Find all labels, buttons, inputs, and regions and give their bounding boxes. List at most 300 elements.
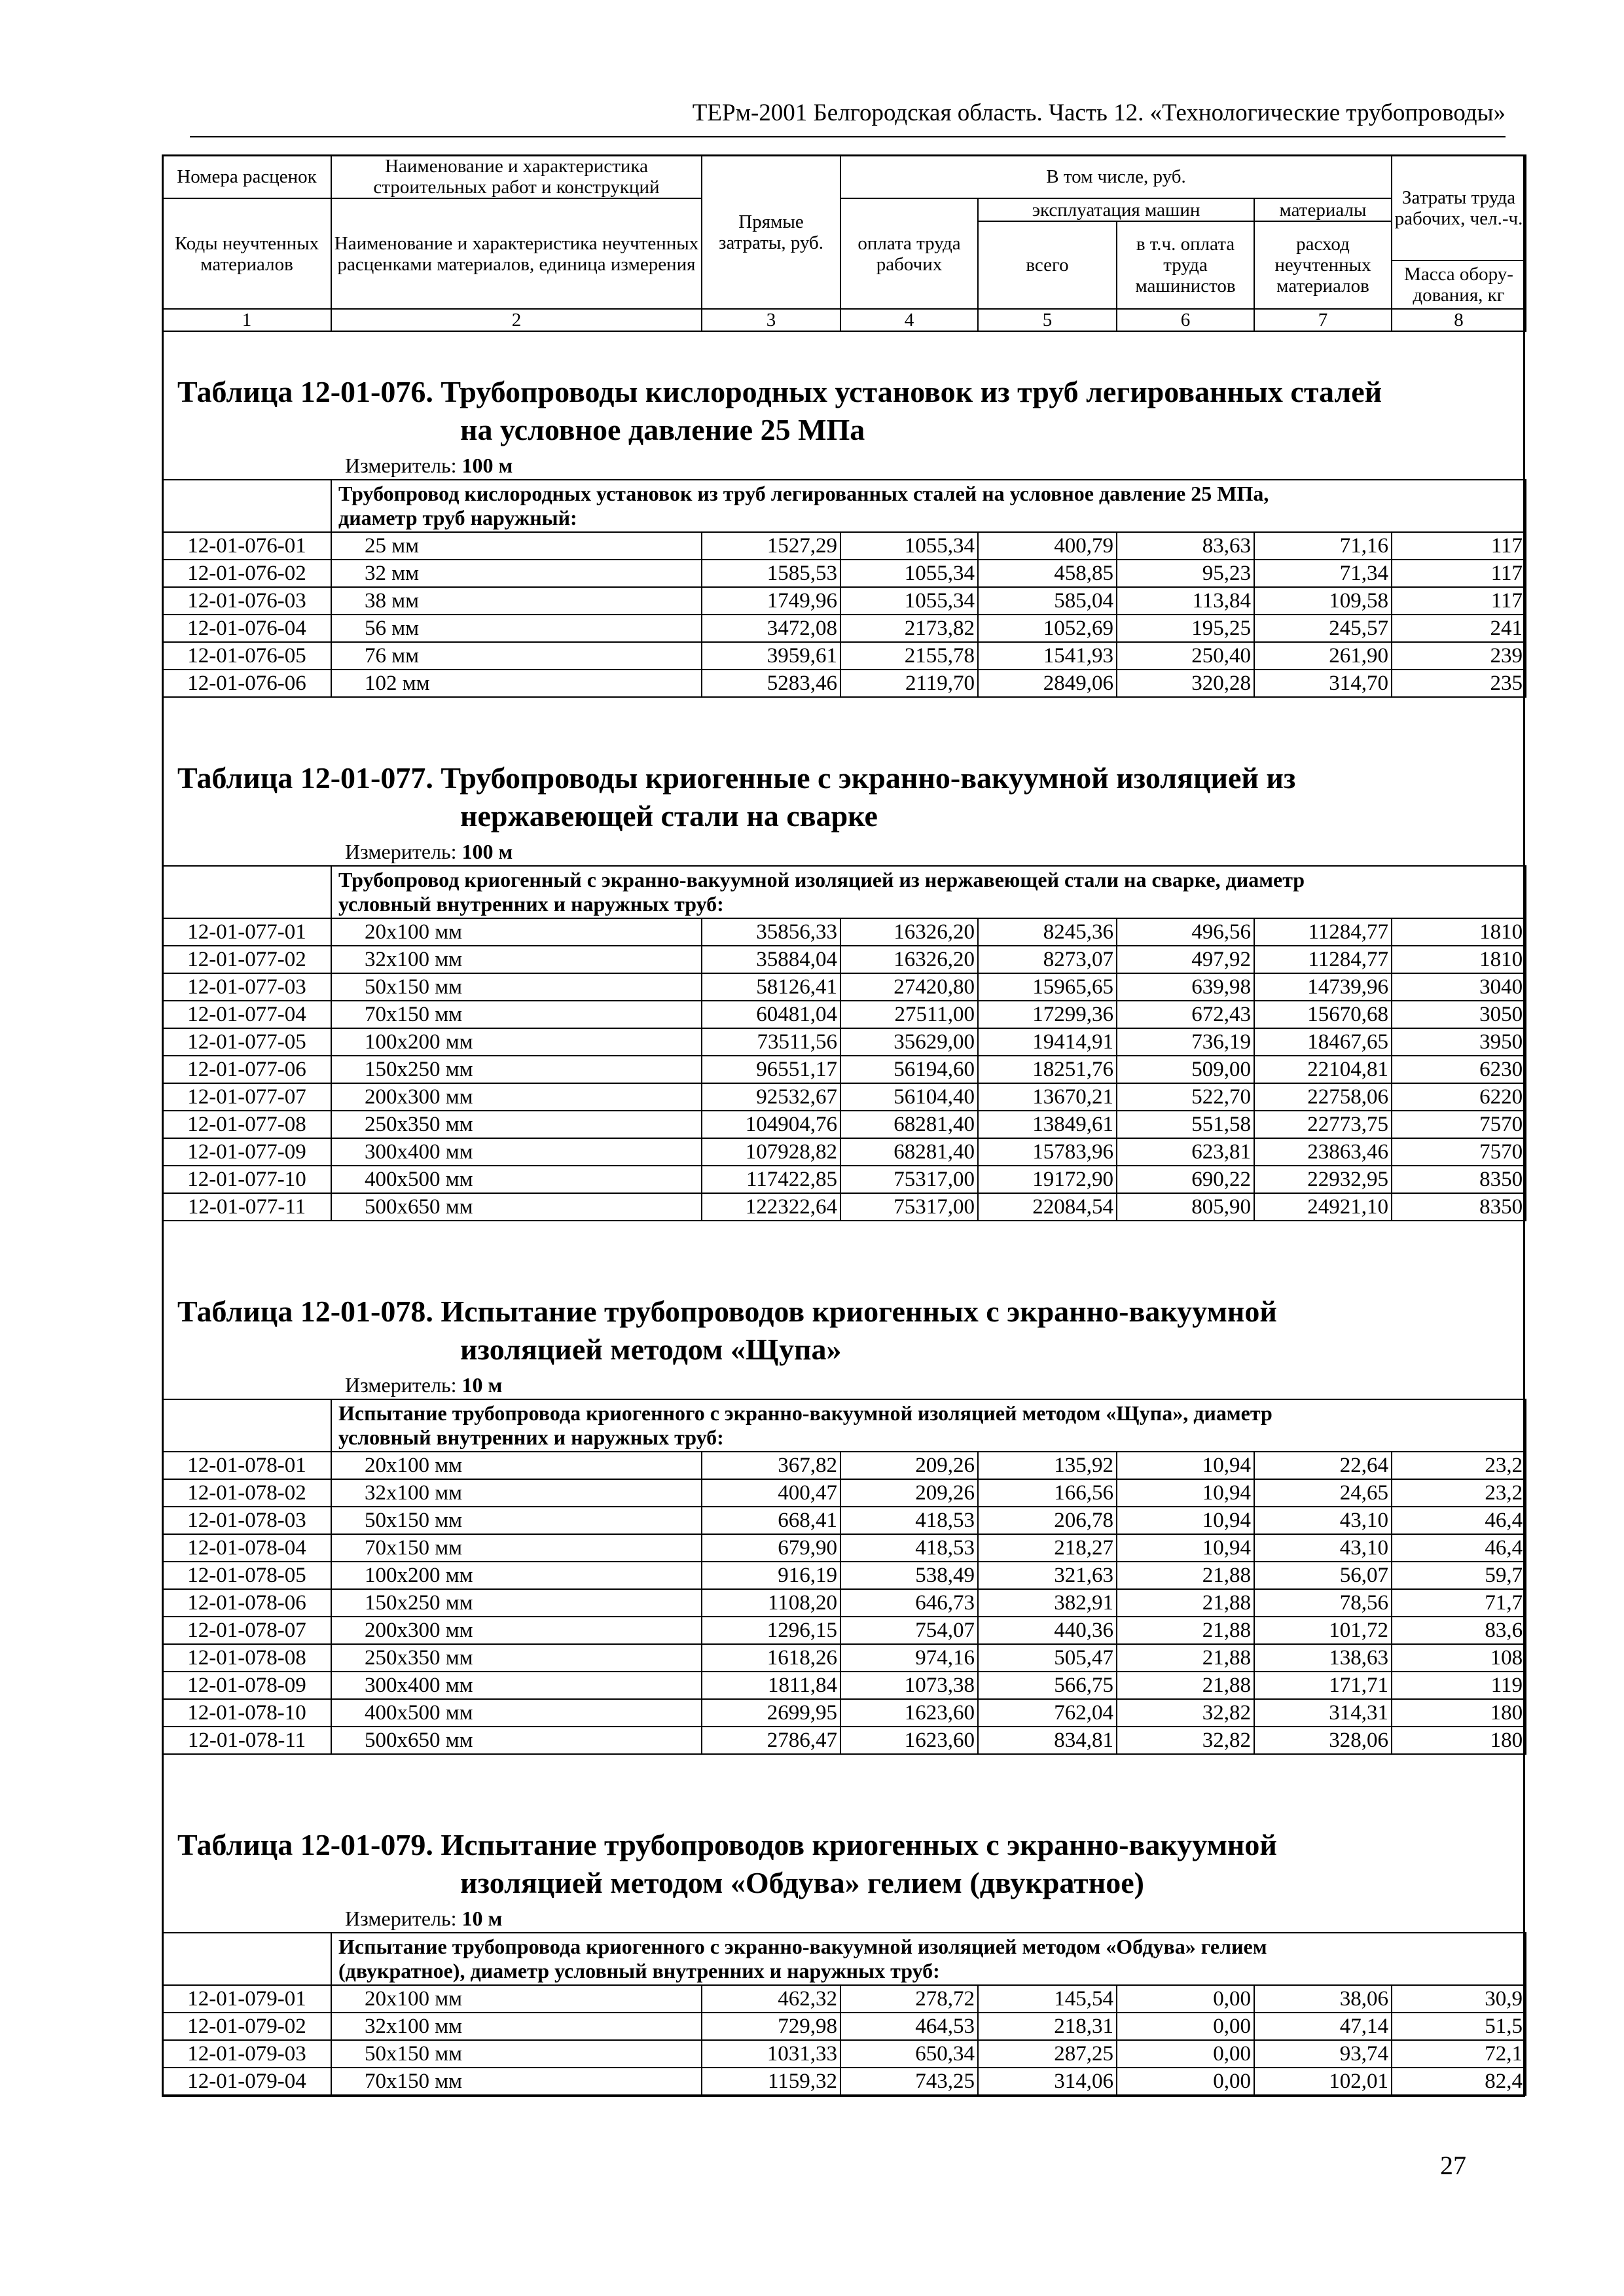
machine-cost: 321,63	[978, 1562, 1117, 1589]
direct-cost: 1618,26	[702, 1644, 840, 1672]
rate-code: 12-01-078-04	[162, 1534, 331, 1562]
item-name: 100х200 мм	[331, 1562, 702, 1589]
rate-code: 12-01-076-06	[162, 670, 331, 697]
machine-cost: 440,36	[978, 1617, 1117, 1644]
labor-hours: 59,7	[1392, 1562, 1526, 1589]
direct-cost: 5283,46	[702, 670, 840, 697]
table-row	[162, 1589, 1526, 1617]
material-cost: 102,01	[1254, 2068, 1392, 2095]
table-row	[162, 587, 1526, 615]
direct-cost: 1296,15	[702, 1617, 840, 1644]
labor-cost: 2155,78	[840, 642, 978, 670]
header-col2-bottom: Наименование и характеристика неучтенных расценками материалов, единица измерения	[331, 198, 702, 309]
labor-hours: 180	[1392, 1699, 1526, 1727]
item-name: 76 мм	[331, 642, 702, 670]
direct-cost: 35884,04	[702, 946, 840, 973]
table-row	[162, 1644, 1526, 1672]
machine-cost: 382,91	[978, 1589, 1117, 1617]
direct-cost: 916,19	[702, 1562, 840, 1589]
material-cost: 47,14	[1254, 2013, 1392, 2040]
material-cost: 93,74	[1254, 2040, 1392, 2068]
rate-code: 12-01-079-02	[162, 2013, 331, 2040]
machine-cost: 287,25	[978, 2040, 1117, 2068]
rate-code: 12-01-078-09	[162, 1672, 331, 1699]
material-cost: 22773,75	[1254, 1111, 1392, 1138]
direct-cost: 122322,64	[702, 1193, 840, 1221]
machine-cost: 8245,36	[978, 918, 1117, 946]
labor-hours: 239	[1392, 642, 1526, 670]
direct-cost: 1108,20	[702, 1589, 840, 1617]
table-row	[162, 1166, 1526, 1193]
machinist-cost: 10,94	[1117, 1479, 1254, 1507]
labor-hours: 3040	[1392, 973, 1526, 1001]
rate-code: 12-01-079-01	[162, 1985, 331, 2013]
item-name: 200х300 мм	[331, 1083, 702, 1111]
machinist-cost: 113,84	[1117, 587, 1254, 615]
item-name: 250х350 мм	[331, 1644, 702, 1672]
labor-hours: 119	[1392, 1672, 1526, 1699]
rate-code: 12-01-077-08	[162, 1111, 331, 1138]
labor-cost: 16326,20	[840, 918, 978, 946]
labor-cost: 56194,60	[840, 1056, 978, 1083]
item-name: 32 мм	[331, 560, 702, 587]
labor-cost: 209,26	[840, 1479, 978, 1507]
labor-hours: 23,2	[1392, 1452, 1526, 1479]
direct-cost: 96551,17	[702, 1056, 840, 1083]
machinist-cost: 672,43	[1117, 1001, 1254, 1028]
direct-cost: 3472,08	[702, 615, 840, 642]
direct-cost: 58126,41	[702, 973, 840, 1001]
machinist-cost: 509,00	[1117, 1056, 1254, 1083]
machinist-cost: 522,70	[1117, 1083, 1254, 1111]
material-cost: 171,71	[1254, 1672, 1392, 1699]
rate-code: 12-01-078-11	[162, 1727, 331, 1754]
group-line2: условный внутренних и наружных труб:	[338, 892, 724, 916]
group-description	[331, 480, 1526, 532]
labor-hours: 46,4	[1392, 1507, 1526, 1534]
labor-hours: 3050	[1392, 1001, 1526, 1028]
direct-cost: 3959,61	[702, 642, 840, 670]
machinist-cost: 32,82	[1117, 1699, 1254, 1727]
table-row	[162, 1534, 1526, 1562]
material-cost: 78,56	[1254, 1589, 1392, 1617]
rate-code: 12-01-077-11	[162, 1193, 331, 1221]
material-cost: 43,10	[1254, 1507, 1392, 1534]
labor-hours: 180	[1392, 1727, 1526, 1754]
labor-hours: 6220	[1392, 1083, 1526, 1111]
table-row	[162, 1672, 1526, 1699]
table-title-line1: Таблица 12-01-076. Трубопроводы кислородных установок из труб легированных сталей	[177, 375, 1382, 408]
rate-table	[162, 1399, 1526, 1755]
column-header-table	[162, 154, 1526, 332]
direct-cost: 1585,53	[702, 560, 840, 587]
material-cost: 14739,96	[1254, 973, 1392, 1001]
rate-code: 12-01-078-01	[162, 1452, 331, 1479]
labor-hours: 3950	[1392, 1028, 1526, 1056]
labor-cost: 35629,00	[840, 1028, 978, 1056]
measure-label: Измеритель:	[345, 454, 457, 477]
direct-cost: 117422,85	[702, 1166, 840, 1193]
measure-label: Измеритель:	[345, 1907, 457, 1930]
table-row	[162, 1617, 1526, 1644]
item-name: 70х150 мм	[331, 1001, 702, 1028]
table-row	[162, 1056, 1526, 1083]
machine-cost: 15783,96	[978, 1138, 1117, 1166]
labor-hours: 117	[1392, 532, 1526, 560]
machine-cost: 1052,69	[978, 615, 1117, 642]
machinist-cost: 21,88	[1117, 1672, 1254, 1699]
machine-cost: 135,92	[978, 1452, 1117, 1479]
rate-code: 12-01-077-09	[162, 1138, 331, 1166]
item-name: 25 мм	[331, 532, 702, 560]
rate-code: 12-01-078-07	[162, 1617, 331, 1644]
group-row	[162, 480, 1526, 532]
rate-code: 12-01-077-07	[162, 1083, 331, 1111]
machinist-cost: 83,63	[1117, 532, 1254, 560]
labor-hours: 51,5	[1392, 2013, 1526, 2040]
section-12-01-077	[162, 759, 1525, 1221]
machine-cost: 218,31	[978, 2013, 1117, 2040]
item-name: 150х250 мм	[331, 1056, 702, 1083]
rate-table	[162, 479, 1526, 698]
group-row	[162, 1933, 1526, 1985]
table-row	[162, 2013, 1526, 2040]
table-title-line1: Таблица 12-01-078. Испытание трубопроводов криогенных с экранно-вакуумной	[177, 1295, 1277, 1328]
labor-cost: 2119,70	[840, 670, 978, 697]
item-name: 20х100 мм	[331, 918, 702, 946]
table-row	[162, 532, 1526, 560]
table-row	[162, 973, 1526, 1001]
material-cost: 71,34	[1254, 560, 1392, 587]
measure-value: 10 м	[461, 1907, 503, 1930]
item-name: 300х400 мм	[331, 1138, 702, 1166]
rate-code: 12-01-077-04	[162, 1001, 331, 1028]
material-cost: 109,58	[1254, 587, 1392, 615]
table-title-line2: изоляцией методом «Щупа»	[460, 1333, 842, 1366]
table-row	[162, 1083, 1526, 1111]
group-description	[331, 1933, 1526, 1985]
material-cost: 101,72	[1254, 1617, 1392, 1644]
material-cost: 328,06	[1254, 1727, 1392, 1754]
direct-cost: 729,98	[702, 2013, 840, 2040]
machine-cost: 8273,07	[978, 946, 1117, 973]
labor-cost: 538,49	[840, 1562, 978, 1589]
section-12-01-078	[162, 1293, 1525, 1755]
direct-cost: 1527,29	[702, 532, 840, 560]
item-name: 102 мм	[331, 670, 702, 697]
material-cost: 314,70	[1254, 670, 1392, 697]
rate-code: 12-01-078-10	[162, 1699, 331, 1727]
table-row	[162, 918, 1526, 946]
labor-hours: 83,6	[1392, 1617, 1526, 1644]
machinist-cost: 0,00	[1117, 2013, 1254, 2040]
table-row	[162, 1562, 1526, 1589]
item-name: 500х650 мм	[331, 1727, 702, 1754]
direct-cost: 35856,33	[702, 918, 840, 946]
machine-cost: 314,06	[978, 2068, 1117, 2095]
header-number-7: 7	[1254, 309, 1392, 331]
direct-cost: 679,90	[702, 1534, 840, 1562]
item-name: 200х300 мм	[331, 1617, 702, 1644]
header-col6: в т.ч. оплата труда машинистов	[1117, 221, 1254, 309]
measure-unit	[162, 1905, 1525, 1932]
rate-table	[162, 1932, 1526, 2096]
machine-cost: 166,56	[978, 1479, 1117, 1507]
table-title	[162, 759, 1525, 835]
material-cost: 314,31	[1254, 1699, 1392, 1727]
labor-hours: 8350	[1392, 1166, 1526, 1193]
group-line2: условный внутренних и наружных труб:	[338, 1426, 724, 1449]
machinist-cost: 195,25	[1117, 615, 1254, 642]
labor-hours: 30,9	[1392, 1985, 1526, 2013]
labor-cost: 278,72	[840, 1985, 978, 2013]
direct-cost: 104904,76	[702, 1111, 840, 1138]
measure-label: Измеритель:	[345, 1373, 457, 1397]
rate-code: 12-01-079-04	[162, 2068, 331, 2095]
group-line1: Трубопровод кислородных установок из труб легированных сталей на условное давление 25 МПа,	[338, 482, 1269, 505]
material-cost: 43,10	[1254, 1534, 1392, 1562]
machine-cost: 585,04	[978, 587, 1117, 615]
rate-code: 12-01-077-05	[162, 1028, 331, 1056]
measure-unit	[162, 1371, 1525, 1399]
labor-cost: 754,07	[840, 1617, 978, 1644]
header-col1-bottom: Коды неучтенных материалов	[162, 198, 331, 309]
labor-cost: 418,53	[840, 1507, 978, 1534]
labor-cost: 1623,60	[840, 1727, 978, 1754]
labor-cost: 209,26	[840, 1452, 978, 1479]
header-col4: оплата труда рабочих	[840, 198, 978, 309]
machinist-cost: 21,88	[1117, 1617, 1254, 1644]
labor-cost: 16326,20	[840, 946, 978, 973]
item-name: 70х150 мм	[331, 1534, 702, 1562]
measure-value: 100 м	[461, 840, 513, 863]
rate-code: 12-01-076-02	[162, 560, 331, 587]
material-cost: 18467,65	[1254, 1028, 1392, 1056]
table-row	[162, 1193, 1526, 1221]
table-row	[162, 1001, 1526, 1028]
machine-cost: 19414,91	[978, 1028, 1117, 1056]
rate-code: 12-01-076-03	[162, 587, 331, 615]
rate-code: 12-01-076-04	[162, 615, 331, 642]
machine-cost: 218,27	[978, 1534, 1117, 1562]
rate-code: 12-01-077-02	[162, 946, 331, 973]
item-name: 20х100 мм	[331, 1985, 702, 2013]
header-col3: Прямые затраты, руб.	[702, 155, 840, 309]
labor-cost: 27420,80	[840, 973, 978, 1001]
machinist-cost: 21,88	[1117, 1562, 1254, 1589]
group-line1: Трубопровод криогенный с экранно-вакуумной изоляцией из нержавеющей стали на сварке, диаметр	[338, 868, 1305, 891]
table-title	[162, 1293, 1525, 1369]
machinist-cost: 250,40	[1117, 642, 1254, 670]
rate-code: 12-01-077-01	[162, 918, 331, 946]
labor-cost: 650,34	[840, 2040, 978, 2068]
item-name: 32х100 мм	[331, 1479, 702, 1507]
measure-label: Измеритель:	[345, 840, 457, 863]
header-col2-top: Наименование и характеристика строительных работ и конструкций	[331, 155, 702, 198]
machine-cost: 145,54	[978, 1985, 1117, 2013]
table-row	[162, 560, 1526, 587]
header-number-5: 5	[978, 309, 1117, 331]
labor-hours: 1810	[1392, 946, 1526, 973]
labor-cost: 27511,00	[840, 1001, 978, 1028]
rate-code: 12-01-076-05	[162, 642, 331, 670]
header-col5: всего	[978, 221, 1117, 309]
header-number-8: 8	[1392, 309, 1526, 331]
header-number-1: 1	[162, 309, 331, 331]
group-description	[331, 866, 1526, 918]
machinist-cost: 639,98	[1117, 973, 1254, 1001]
machine-cost: 834,81	[978, 1727, 1117, 1754]
table-row	[162, 946, 1526, 973]
table-title-line2: изоляцией методом «Обдува» гелием (двукратное)	[460, 1866, 1144, 1899]
machinist-cost: 0,00	[1117, 2040, 1254, 2068]
table-row	[162, 1985, 1526, 2013]
machinist-cost: 21,88	[1117, 1644, 1254, 1672]
header-col7: расход неучтенных материалов	[1254, 221, 1392, 309]
rate-table	[162, 865, 1526, 1221]
table-title-line1: Таблица 12-01-079. Испытание трубопроводов криогенных с экранно-вакуумной	[177, 1828, 1277, 1861]
table-row	[162, 615, 1526, 642]
machine-cost: 2849,06	[978, 670, 1117, 697]
header-col8-bottom: Масса обору-дования, кг	[1392, 260, 1526, 309]
machinist-cost: 690,22	[1117, 1166, 1254, 1193]
material-cost: 22104,81	[1254, 1056, 1392, 1083]
direct-cost: 2699,95	[702, 1699, 840, 1727]
labor-cost: 1623,60	[840, 1699, 978, 1727]
direct-cost: 60481,04	[702, 1001, 840, 1028]
header-col8-top: Затраты труда рабочих, чел.-ч.	[1392, 155, 1526, 260]
item-name: 20х100 мм	[331, 1452, 702, 1479]
machinist-cost: 10,94	[1117, 1507, 1254, 1534]
machinist-cost: 320,28	[1117, 670, 1254, 697]
labor-cost: 418,53	[840, 1534, 978, 1562]
direct-cost: 1749,96	[702, 587, 840, 615]
machinist-cost: 95,23	[1117, 560, 1254, 587]
item-name: 500х650 мм	[331, 1193, 702, 1221]
material-cost: 38,06	[1254, 1985, 1392, 2013]
direct-cost: 1159,32	[702, 2068, 840, 2095]
labor-cost: 75317,00	[840, 1193, 978, 1221]
table-row	[162, 1507, 1526, 1534]
table-title	[162, 1826, 1525, 1902]
labor-hours: 72,1	[1392, 2040, 1526, 2068]
material-cost: 24,65	[1254, 1479, 1392, 1507]
section-12-01-079	[162, 1826, 1525, 2096]
item-name: 300х400 мм	[331, 1672, 702, 1699]
labor-hours: 117	[1392, 587, 1526, 615]
rate-code: 12-01-078-05	[162, 1562, 331, 1589]
labor-hours: 7570	[1392, 1111, 1526, 1138]
labor-hours: 6230	[1392, 1056, 1526, 1083]
material-cost: 22,64	[1254, 1452, 1392, 1479]
rate-code: 12-01-077-06	[162, 1056, 331, 1083]
machine-cost: 206,78	[978, 1507, 1117, 1534]
material-cost: 261,90	[1254, 642, 1392, 670]
rate-code: 12-01-078-02	[162, 1479, 331, 1507]
table-row	[162, 1028, 1526, 1056]
labor-hours: 235	[1392, 670, 1526, 697]
labor-cost: 974,16	[840, 1644, 978, 1672]
direct-cost: 92532,67	[702, 1083, 840, 1111]
table-row	[162, 670, 1526, 697]
table-row	[162, 1479, 1526, 1507]
labor-cost: 1073,38	[840, 1672, 978, 1699]
item-name: 400х500 мм	[331, 1166, 702, 1193]
item-name: 32х100 мм	[331, 2013, 702, 2040]
material-cost: 22758,06	[1254, 1083, 1392, 1111]
material-cost: 56,07	[1254, 1562, 1392, 1589]
item-name: 38 мм	[331, 587, 702, 615]
page-number: 27	[1440, 2151, 1466, 2180]
rate-code: 12-01-077-10	[162, 1166, 331, 1193]
item-name: 32х100 мм	[331, 946, 702, 973]
labor-hours: 7570	[1392, 1138, 1526, 1166]
material-cost: 11284,77	[1254, 918, 1392, 946]
group-row	[162, 1399, 1526, 1452]
machine-cost: 19172,90	[978, 1166, 1117, 1193]
direct-cost: 107928,82	[702, 1138, 840, 1166]
direct-cost: 2786,47	[702, 1727, 840, 1754]
labor-cost: 68281,40	[840, 1111, 978, 1138]
direct-cost: 400,47	[702, 1479, 840, 1507]
labor-hours: 82,4	[1392, 2068, 1526, 2095]
rate-code: 12-01-078-08	[162, 1644, 331, 1672]
labor-cost: 68281,40	[840, 1138, 978, 1166]
machine-cost: 18251,76	[978, 1056, 1117, 1083]
machine-cost: 17299,36	[978, 1001, 1117, 1028]
table-row	[162, 1138, 1526, 1166]
measure-value: 100 м	[461, 454, 513, 477]
direct-cost: 668,41	[702, 1507, 840, 1534]
section-12-01-076	[162, 373, 1525, 698]
rate-code: 12-01-076-01	[162, 532, 331, 560]
machine-cost: 15965,65	[978, 973, 1117, 1001]
material-cost: 15670,68	[1254, 1001, 1392, 1028]
direct-cost: 462,32	[702, 1985, 840, 2013]
labor-hours: 117	[1392, 560, 1526, 587]
labor-cost: 1055,34	[840, 587, 978, 615]
labor-cost: 1055,34	[840, 532, 978, 560]
item-name: 150х250 мм	[331, 1589, 702, 1617]
labor-hours: 71,7	[1392, 1589, 1526, 1617]
group-line2: диаметр труб наружный:	[338, 506, 577, 529]
item-name: 50х150 мм	[331, 2040, 702, 2068]
machinist-cost: 21,88	[1117, 1589, 1254, 1617]
labor-hours: 8350	[1392, 1193, 1526, 1221]
table-row	[162, 2040, 1526, 2068]
machine-cost: 505,47	[978, 1644, 1117, 1672]
table-title	[162, 373, 1525, 449]
measure-value: 10 м	[461, 1373, 503, 1397]
item-name: 50х150 мм	[331, 973, 702, 1001]
header-number-4: 4	[840, 309, 978, 331]
labor-hours: 241	[1392, 615, 1526, 642]
header-including: В том числе, руб.	[840, 155, 1392, 198]
material-cost: 23863,46	[1254, 1138, 1392, 1166]
labor-cost: 56104,40	[840, 1083, 978, 1111]
labor-hours: 23,2	[1392, 1479, 1526, 1507]
table-row	[162, 1111, 1526, 1138]
material-cost: 11284,77	[1254, 946, 1392, 973]
running-header: ТЕРм-2001 Белгородская область. Часть 12. «Технологические трубопроводы»	[190, 92, 1506, 137]
item-name: 250х350 мм	[331, 1111, 702, 1138]
machine-cost: 1541,93	[978, 642, 1117, 670]
rate-code: 12-01-078-03	[162, 1507, 331, 1534]
labor-cost: 743,25	[840, 2068, 978, 2095]
item-name: 50х150 мм	[331, 1507, 702, 1534]
header-number-3: 3	[702, 309, 840, 331]
machinist-cost: 736,19	[1117, 1028, 1254, 1056]
